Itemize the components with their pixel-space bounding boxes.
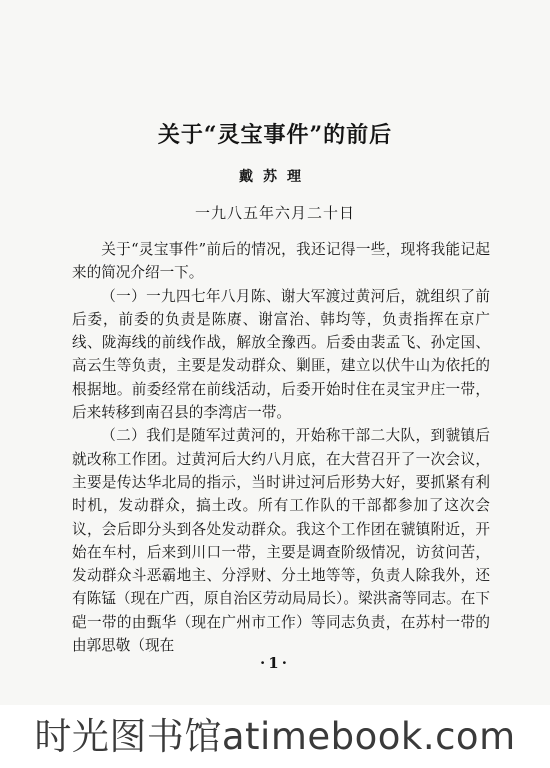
- paragraph-section-2: （二）我们是随军过黄河的，开始称干部二大队，到虢镇后就改称工作团。过黄河后大约八月底，在大营召开了一次会议，主要是传达华北局的指示，当时讲过河后形势大好，要抓紧有利时机，发动群众，搞土改。所有工作队的干部都参加了这次会议，会后即分头到各处发动群众。我这个工作团在虢镇附近，开始在车村，后来到川口一带，主要是调查阶级情况，访贫问苦，发动群众斗恶霸地主、分浮财、分土地等等，负责人除我外，还有陈锰（现在广西，原自治区劳动局局长）。梁洪斋等同志。在下硙一带的由甄华（现在广州市工作）等同志负责，在苏村一带的由郭思敬（现在: [72, 427, 490, 655]
- paragraph-intro: 关于“灵宝事件”前后的情况，我还记得一些，现将我能记起来的简况介绍一下。: [72, 241, 490, 282]
- paragraph-section-1: （一）一九四七年八月陈、谢大军渡过黄河后，就组织了前后委，前委的负责是陈赓、谢富治、韩均等，负责指挥在京广线、陇海线的前线作战，解放全豫西。后委由裴孟飞、孙定国、高云生等负责，主要是发动群众、剿匪，建立以伏牛山为依托的根据地。前委经常在前线活动，后委开始时住在灵宝尹庄一带，后来转移到南召县的李湾店一带。: [72, 287, 490, 422]
- author-name: 戴苏理: [239, 169, 311, 185]
- article-body: [72, 238, 490, 657]
- document-date: 一九八五年六月二十日: [194, 204, 355, 222]
- watermark-banner: 时光图书馆atimebook.com: [0, 705, 550, 768]
- page-title: 关于“灵宝事件”的前后: [157, 122, 393, 148]
- page-number: ·1·: [260, 654, 290, 672]
